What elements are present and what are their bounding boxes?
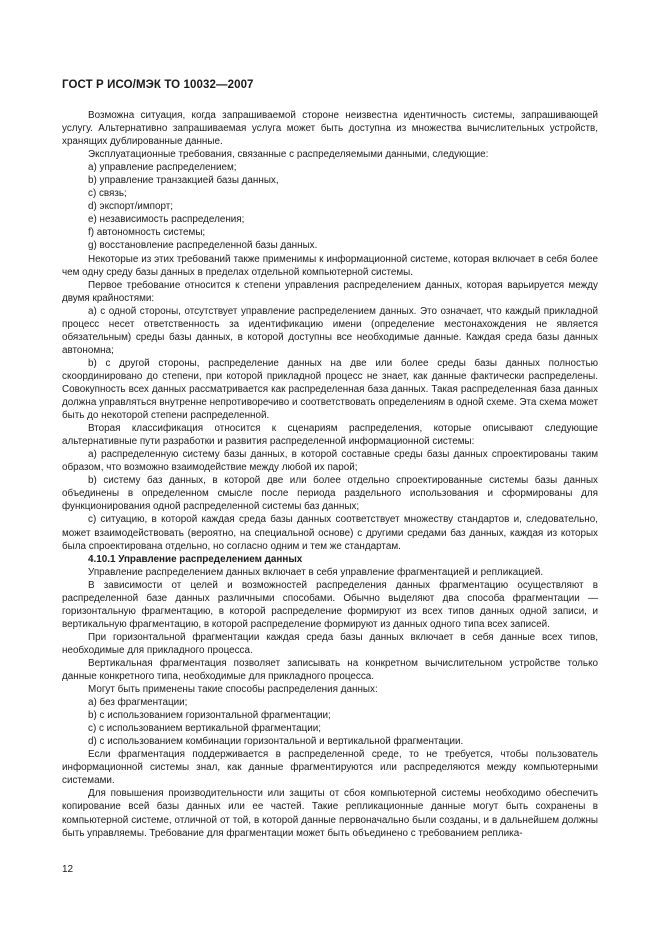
paragraph: Для повышения производительности или защиты от сбоя компьютерной системы необходимо обеспечить копирование всей базы данных или ее частей. Такие репликационные данные могут быть сохранены в компьютерной системе, отличной от той, в которой данные первоначально были созданы, и в дальнейшем должны быть управляемы. Требование для фрагментации может быть объединено с требованием реплика-: [62, 788, 598, 839]
document-header: ГОСТ Р ИСО/МЭК ТО 10032—2007: [62, 79, 254, 91]
paragraph: Первое требование относится к степени управления распределением данных, которая варьируется между двумя крайностями:: [62, 279, 598, 304]
list-item: a) управление распределением;: [88, 162, 237, 174]
list-item: b) управление транзакцией базы данных,: [88, 175, 279, 187]
paragraph: Некоторые из этих требований также применимы к информационной системе, которая включает в себя более чем одну среду базы данных в пределах отдельной компьютерной системы.: [62, 253, 598, 278]
paragraph: В зависимости от целей и возможностей распределения данных фрагментацию осуществляют в распределенной базе данных различными способами. Обычно выделяют два способа фрагментации — горизонтальную фрагментацию, в которой распределение формируют из всех типов данных одной записи, и вертикальную фрагментацию, в которой распределение формируют из данных одного типа всех записей.: [62, 579, 598, 630]
paragraph: Вторая классификация относится к сценариям распределения, которые описывают следующие альтернативные пути разработки и развития распределенной информационной системы:: [62, 423, 598, 448]
paragraph: При горизонтальной фрагментации каждая среда базы данных включает в себя данные всех типов, необходимые для прикладного процесса.: [62, 631, 598, 656]
paragraph: Если фрагментация поддерживается в распределенной среде, то не требуется, чтобы пользователь информационной системы знал, как данные фрагментируются или распределяются между компьютерными системами.: [62, 749, 598, 787]
list-item: a) без фрагментации;: [88, 697, 188, 709]
list-item: b) с другой стороны, распределение данных на две или более среды базы данных полностью скоординировано до степени, при которой прикладной процесс не знает, как данные фактически распределены. Совокупность всех данных рассматривается как распределенная база данных. Такая распределенная база данных должна управляться внутренне непротиворечиво и соответствовать определениям в одной схеме. Эта схема может быть до некоторой степени распределенной.: [62, 357, 598, 422]
paragraph: Управление распределением данных включает в себя управление фрагментацией и репликацией.: [88, 566, 544, 578]
list-item: a) распределенную систему базы данных, в которой составные среды базы данных спроектированы таким образом, что возможно взаимодействие между любой их парой;: [62, 449, 598, 474]
list-item: g) восстановление распределенной базы данных.: [88, 240, 318, 252]
list-item: b) с использованием горизонтальной фрагментации;: [88, 710, 331, 722]
list-item: e) независимость распределения;: [88, 214, 245, 226]
list-item: a) с одной стороны, отсутствует управление распределением данных. Это означает, что каждый прикладной процесс несет ответственность за идентификацию имени (определение местонахождения не является обязательным) среды базы данных, в которой доступны все необходимые данные. Каждая среда базы данных автономна;: [62, 305, 598, 356]
page-number: 12: [62, 864, 74, 875]
list-item: c) ситуацию, в которой каждая среда базы данных соответствует множеству стандартов и, следовательно, может взаимодействовать (вероятно, на специальной основе) с другими средами баз данных, каждая из которых была спроектирована отдельно, но согласно одним и тем же стандартам.: [62, 514, 598, 552]
document-body: [62, 109, 598, 840]
paragraph: Могут быть применены такие способы распределения данных:: [88, 684, 378, 696]
list-item: d) экспорт/импорт;: [88, 201, 173, 213]
list-item: d) с использованием комбинации горизонтальной и вертикальной фрагментации.: [88, 736, 464, 748]
paragraph: Возможна ситуация, когда запрашиваемой стороне неизвестна идентичность системы, запрашивающей услугу. Альтернативно запрашиваемая услуга может быть доступна из множества вычислительных устройств, хранящих дублированные данные.: [62, 110, 598, 148]
list-item: b) систему баз данных, в которой две или более отдельно спроектированные системы базы данных объединены в определенном смысле после периода раздельного использования и сформированы для функционирования одной распределенной системы баз данных;: [62, 475, 598, 513]
paragraph: Эксплуатационные требования, связанные с распределяемыми данными, следующие:: [88, 149, 489, 161]
section-heading: 4.10.1 Управление распределением данных: [88, 553, 303, 565]
list-item: f) автономность системы;: [88, 227, 206, 239]
list-item: c) связь;: [88, 188, 127, 200]
list-item: c) с использованием вертикальной фрагментации;: [88, 723, 322, 735]
paragraph: Вертикальная фрагментация позволяет записывать на конкретном вычислительном устройстве только данные конкретного типа, необходимые для прикладного процесса.: [62, 657, 598, 683]
